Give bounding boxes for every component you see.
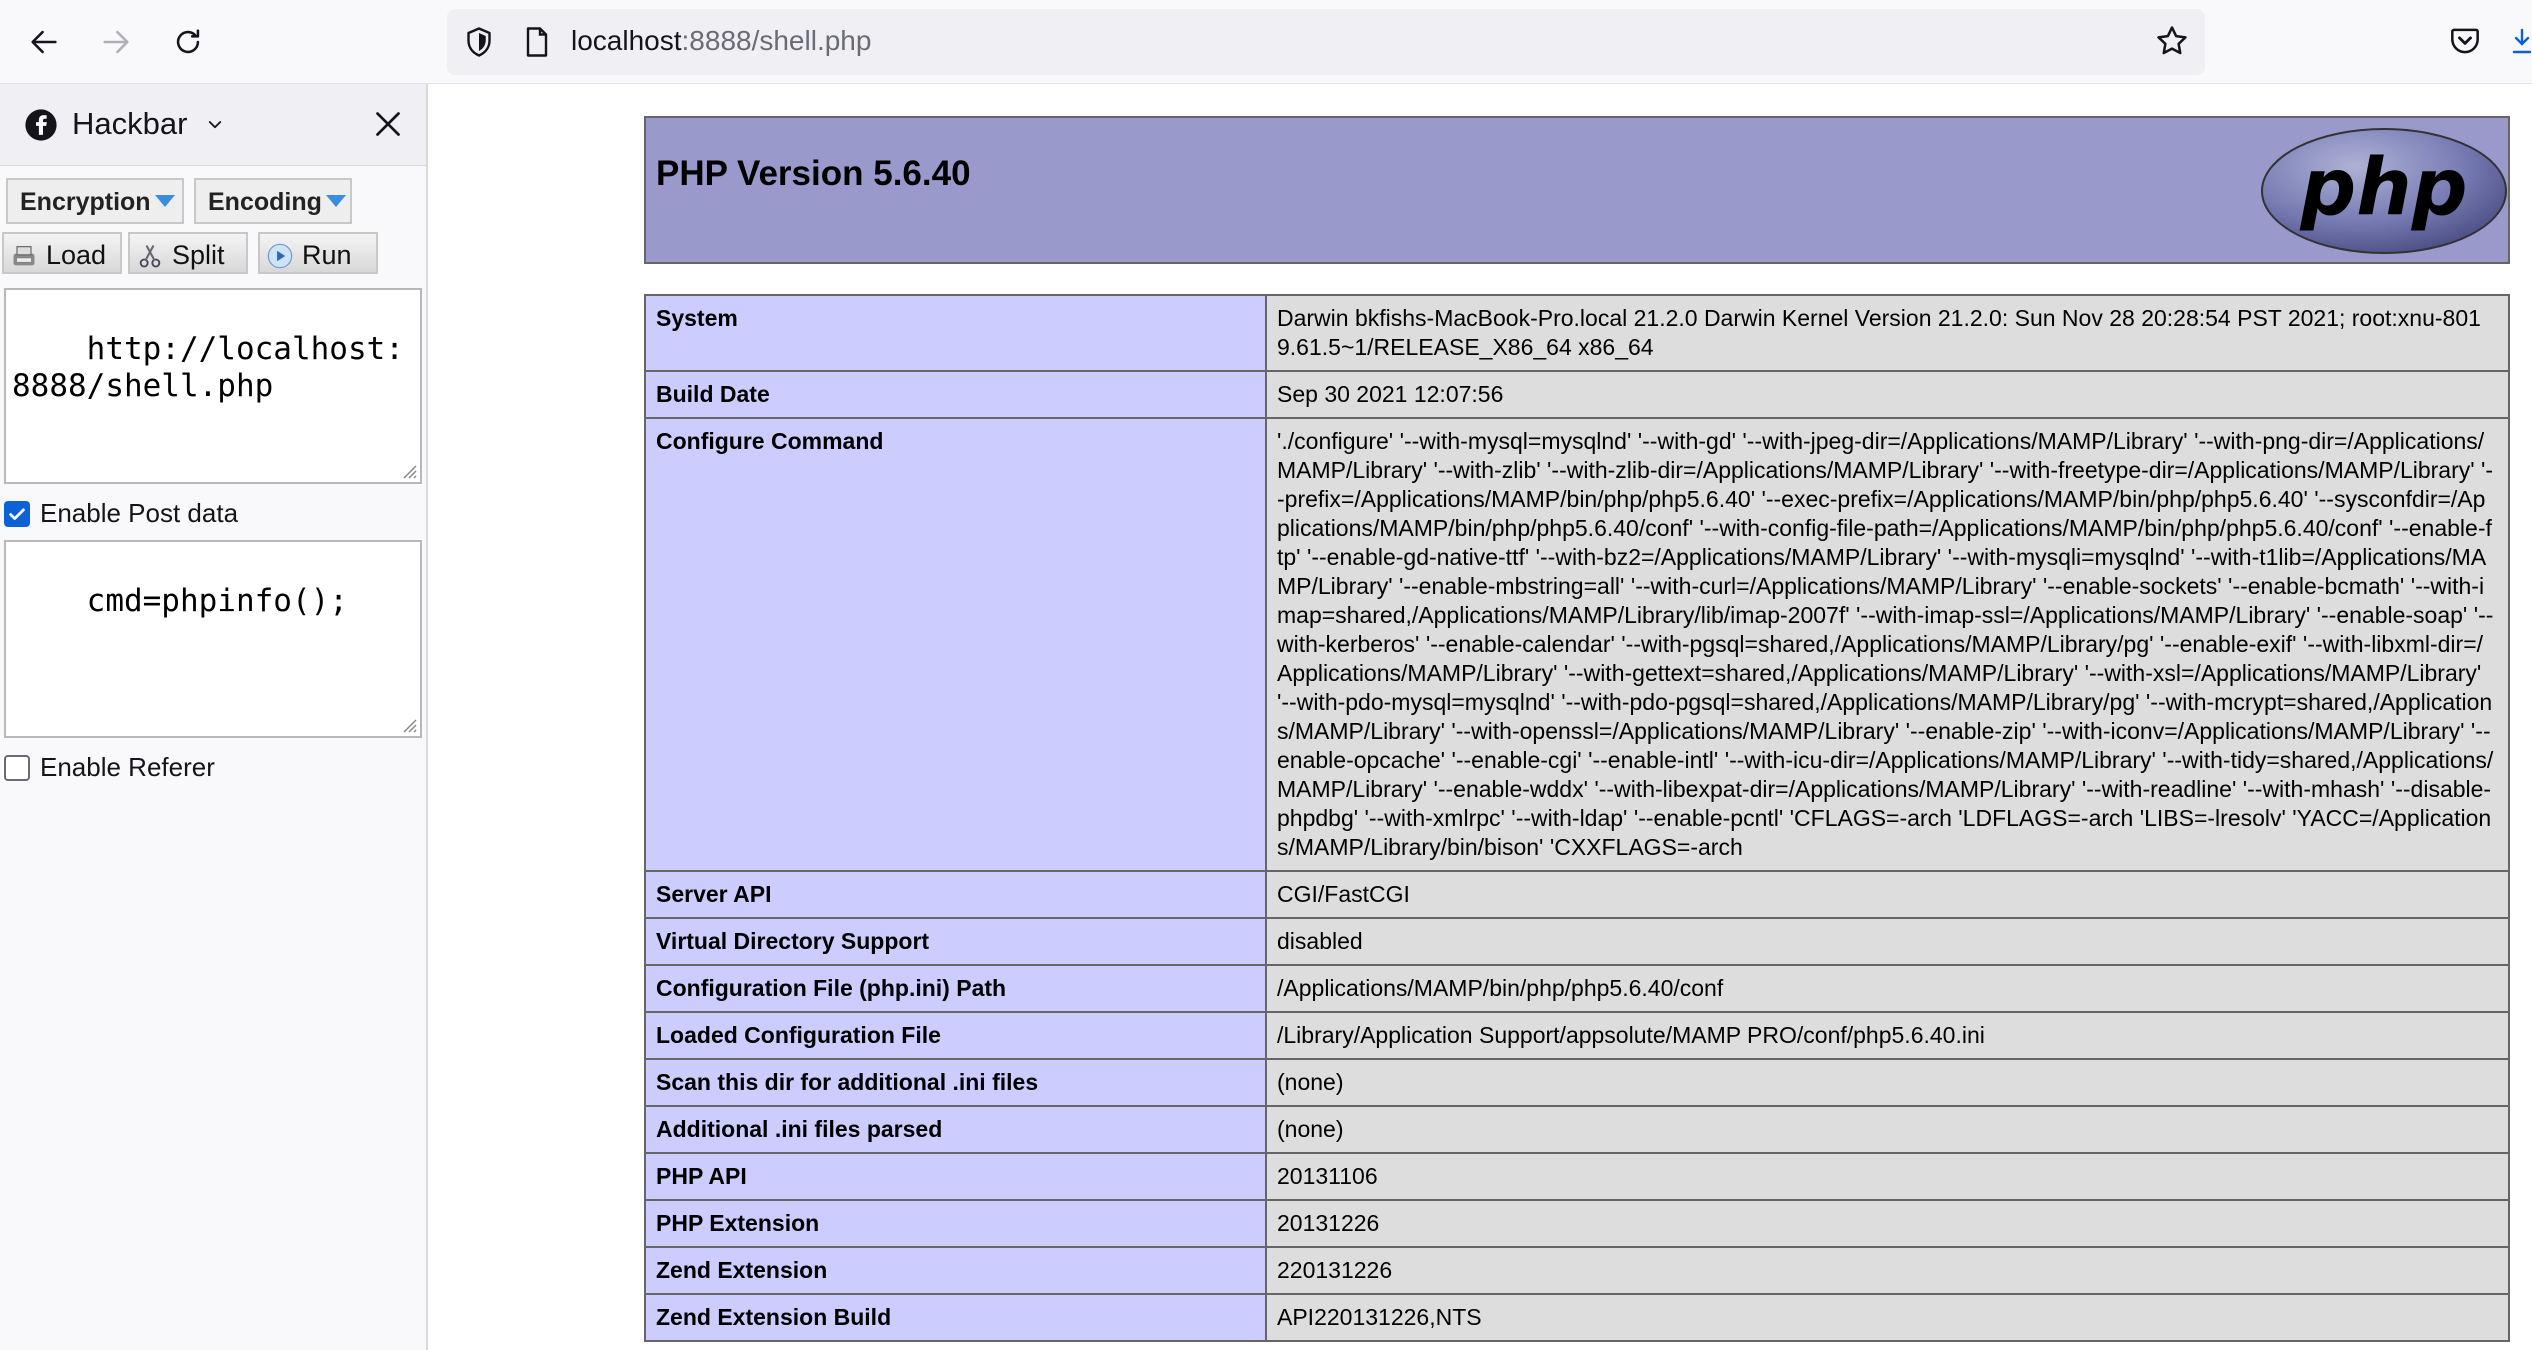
info-key: Zend Extension: [645, 1247, 1266, 1294]
info-value: disabled: [1266, 918, 2509, 965]
split-icon: [136, 242, 164, 270]
hackbar-sidebar: [0, 84, 428, 1350]
bookmark-star-icon[interactable]: [2153, 22, 2191, 60]
table-row: [645, 871, 2509, 918]
url-path: :8888/shell.php: [681, 25, 872, 56]
table-row: [645, 1200, 2509, 1247]
table-row: [645, 1106, 2509, 1153]
table-row: [645, 1153, 2509, 1200]
page-icon[interactable]: [519, 24, 555, 60]
info-key: Additional .ini files parsed: [645, 1106, 1266, 1153]
url-textarea[interactable]: [4, 288, 422, 484]
table-row: [645, 1247, 2509, 1294]
enable-referer-checkbox[interactable]: [4, 752, 215, 783]
info-value: /Applications/MAMP/bin/php/php5.6.40/conf: [1266, 965, 2509, 1012]
run-label: Run: [302, 240, 352, 270]
reload-icon[interactable]: [166, 20, 210, 64]
checkbox-checked-icon[interactable]: [4, 501, 30, 527]
info-key: Scan this dir for additional .ini files: [645, 1059, 1266, 1106]
info-value: Darwin bkfishs-MacBook-Pro.local 21.2.0 Darwin Kernel Version 21.2.0: Sun Nov 28 20:28:54 PST 2021; root:xnu-8019.61.5~1/RELEASE_X86_64 x86_64: [1266, 295, 2509, 371]
info-value: './configure' '--with-mysql=mysqlnd' '--with-gd' '--with-jpeg-dir=/Applications/MAMP/Library' '--with-png-dir=/Applications/MAMP/Library' '--with-zlib' '--with-zlib-dir=/Applications/MAMP/Library' '--with-freetype-dir=/Applications/MAMP/Library' '--prefix=/Applications/MAMP/bin/php/php5.6.40' '--exec-prefix=/Applications/MAMP/bin/php/php5.6.40' '--sysconfdir=/Applications/MAMP/bin/php/php5.6.40/conf' '--with-config-file-path=/Applications/MAMP/bin/php/php5.6.40/conf' '--enable-ftp' '--enable-gd-native-ttf' '--with-bz2=/Applications/MAMP/Library' '--with-mysqli=mysqlnd' '--with-t1lib=/Applications/MAMP/Library' '--enable-mbstring=all' '--with-curl=/Applications/MAMP/Library' '--enable-sockets' '--enable-bcmath' '--with-imap=shared,/Applications/MAMP/Library/lib/imap-2007f' '--with-imap-ssl=/Applications/MAMP/Library' '--enable-soap' '--with-kerberos' '--enable-calendar' '--with-pgsql=shared,/Applications/MAMP/Library/pg' '--enable-exif' '--with-libxml-dir=/Applications/MAMP/Library' '--with-gettext=shared,/Applications/MAMP/Library' '--with-xsl=/Applications/MAMP/Library' '--with-pdo-mysql=mysqlnd' '--with-pdo-pgsql=shared,/Applications/MAMP/Library/pg' '--with-mcrypt=shared,/Applications/MAMP/Library' '--with-openssl=/Applications/MAMP/Library' '--enable-zip' '--with-iconv=/Applications/MAMP/Library' '--enable-opcache' '--enable-cgi' '--enable-intl' '--with-icu-dir=/Applications/MAMP/Library' '--with-tidy=shared,/Applications/MAMP/Library' '--enable-wddx' '--with-libexpat-dir=/Applications/MAMP/Library' '--with-readline' '--with-mhash' '--disable-phpdbg' '--with-xmlrpc' '--with-ldap' '--enable-pcntl' 'CFLAGS=-arch 'LDFLAGS=-arch 'LIBS=-lresolv' 'YACC=/Applications/MAMP/Library/bin/bison' 'CXXFLAGS=-arch: [1266, 418, 2509, 871]
info-key: Configuration File (php.ini) Path: [645, 965, 1266, 1012]
info-key: Configure Command: [645, 418, 1266, 871]
encoding-dropdown[interactable]: [194, 178, 352, 224]
shield-icon[interactable]: [461, 24, 497, 60]
php-info-body: [645, 295, 2509, 1341]
page-content: [430, 84, 2532, 1350]
info-value: 20131106: [1266, 1153, 2509, 1200]
hackbar-logo-icon: [24, 108, 58, 142]
enable-referer-label: Enable Referer: [40, 752, 215, 782]
info-key: Virtual Directory Support: [645, 918, 1266, 965]
post-data-textarea[interactable]: [4, 540, 422, 738]
table-row: [645, 1012, 2509, 1059]
info-key: PHP API: [645, 1153, 1266, 1200]
enable-post-checkbox[interactable]: [4, 498, 238, 529]
info-key: Server API: [645, 871, 1266, 918]
run-button[interactable]: [258, 232, 378, 274]
extension-icon[interactable]: [2512, 22, 2532, 60]
info-key: Build Date: [645, 371, 1266, 418]
table-row: [645, 1059, 2509, 1106]
encoding-label: Encoding: [208, 188, 322, 216]
table-row: [645, 371, 2509, 418]
url-text[interactable]: [571, 25, 871, 57]
php-version-header: [644, 116, 2510, 264]
info-key: Loaded Configuration File: [645, 1012, 1266, 1059]
info-value: (none): [1266, 1106, 2509, 1153]
forward-arrow-icon[interactable]: [94, 20, 138, 64]
info-value: Sep 30 2021 12:07:56: [1266, 371, 2509, 418]
load-label: Load: [46, 240, 107, 270]
pocket-icon[interactable]: [2446, 22, 2484, 60]
close-icon[interactable]: [370, 106, 406, 142]
resize-handle-icon[interactable]: [398, 714, 418, 734]
info-key: System: [645, 295, 1266, 371]
run-icon: [266, 242, 294, 270]
table-row: [645, 965, 2509, 1012]
info-value: 20131226: [1266, 1200, 2509, 1247]
url-bar[interactable]: [447, 9, 2205, 75]
encryption-label: Encryption: [20, 188, 151, 216]
split-label: Split: [172, 240, 225, 270]
info-value: 220131226: [1266, 1247, 2509, 1294]
sidebar-header: [0, 84, 426, 166]
enable-post-label: Enable Post data: [40, 498, 239, 528]
post-data-value: cmd=phpinfo();: [86, 583, 348, 619]
info-value: /Library/Application Support/appsolute/MAMP PRO/conf/php5.6.40.ini: [1266, 1012, 2509, 1059]
php-info-table: [644, 294, 2510, 1342]
dropdown-triangle-icon: [155, 195, 175, 207]
php-logo-icon: [2260, 126, 2508, 256]
dropdown-triangle-icon: [326, 195, 346, 207]
url-host: localhost: [571, 25, 682, 56]
browser-toolbar: [0, 0, 2532, 84]
info-value: API220131226,NTS: [1266, 1294, 2509, 1341]
table-row: [645, 918, 2509, 965]
url-textarea-value: http://localhost:8888/shell.php: [12, 331, 404, 404]
sidebar-title[interactable]: Hackbar: [72, 106, 188, 141]
table-row: [645, 1294, 2509, 1341]
info-value: CGI/FastCGI: [1266, 871, 2509, 918]
table-row: [645, 418, 2509, 871]
info-value: (none): [1266, 1059, 2509, 1106]
chevron-down-icon[interactable]: [206, 116, 224, 134]
table-row: [645, 295, 2509, 371]
info-key: PHP Extension: [645, 1200, 1266, 1247]
load-icon: [10, 242, 38, 270]
split-button[interactable]: [128, 232, 248, 274]
resize-handle-icon[interactable]: [398, 460, 418, 480]
php-logo-text: php: [2300, 143, 2468, 233]
load-button[interactable]: [2, 232, 122, 274]
php-version-title: PHP Version 5.6.40: [656, 154, 971, 193]
checkbox-unchecked-icon[interactable]: [4, 755, 30, 781]
info-key: Zend Extension Build: [645, 1294, 1266, 1341]
encryption-dropdown[interactable]: [6, 178, 184, 224]
back-arrow-icon[interactable]: [22, 20, 66, 64]
